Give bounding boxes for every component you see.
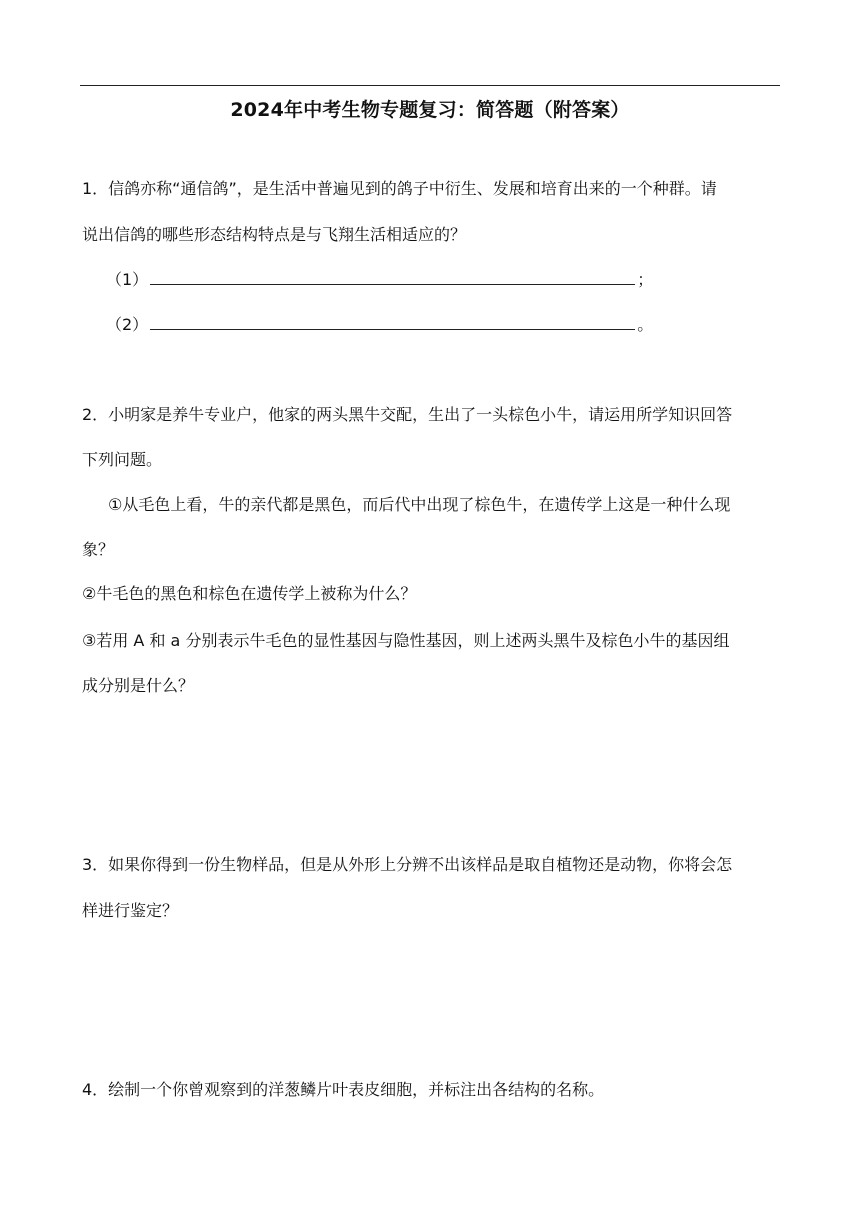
- question-1-line-1: 1．信鸽亦称“通信鸽”，是生活中普遍见到的鸽子中衍生、发展和培育出来的一个种群。请: [82, 179, 717, 198]
- header-rule: [80, 85, 780, 86]
- question-1-blank-2: [106, 313, 806, 337]
- blank-1-end: ；: [637, 270, 654, 289]
- question-2-sub-1-line-1: ①从毛色上看，牛的亲代都是黑色，而后代中出现了棕色牛，在遗传学上这是一种什么现: [108, 495, 731, 514]
- answer-line-1: [150, 268, 635, 285]
- question-4-line-1: 4．绘制一个你曾观察到的洋葱鳞片叶表皮细胞，并标注出各结构的名称。: [82, 1080, 605, 1099]
- question-2-sub-3-line-2: 成分别是什么？: [82, 676, 195, 695]
- question-2-line-1: 2．小明家是养牛专业户，他家的两头黑牛交配，生出了一头棕色小牛，请运用所学知识回答: [82, 405, 733, 424]
- question-1-blank-1: [106, 268, 806, 292]
- question-1-line-2: 说出信鸽的哪些形态结构特点是与飞翔生活相适应的？: [82, 225, 467, 244]
- blank-2-end: 。: [637, 315, 654, 334]
- question-2-sub-2: ②牛毛色的黑色和棕色在遗传学上被称为什么？: [82, 584, 417, 603]
- question-2-sub-3-line-1: ③若用 A 和 a 分别表示牛毛色的显性基因与隐性基因，则上述两头黑牛及棕色小牛的基因组: [82, 631, 730, 650]
- question-2-line-2: 下列问题。: [82, 450, 163, 469]
- document-title: 2024年中考生物专题复习：简答题（附答案）: [230, 99, 630, 121]
- question-2-sub-1-line-2: 象？: [82, 540, 115, 559]
- answer-line-2: [150, 313, 635, 330]
- blank-2-label: （2）: [106, 315, 149, 334]
- question-3-line-1: 3．如果你得到一份生物样品，但是从外形上分辨不出该样品是取自植物还是动物，你将会怎: [82, 855, 733, 874]
- blank-1-label: （1）: [106, 270, 149, 289]
- question-3-line-2: 样进行鉴定？: [82, 901, 179, 920]
